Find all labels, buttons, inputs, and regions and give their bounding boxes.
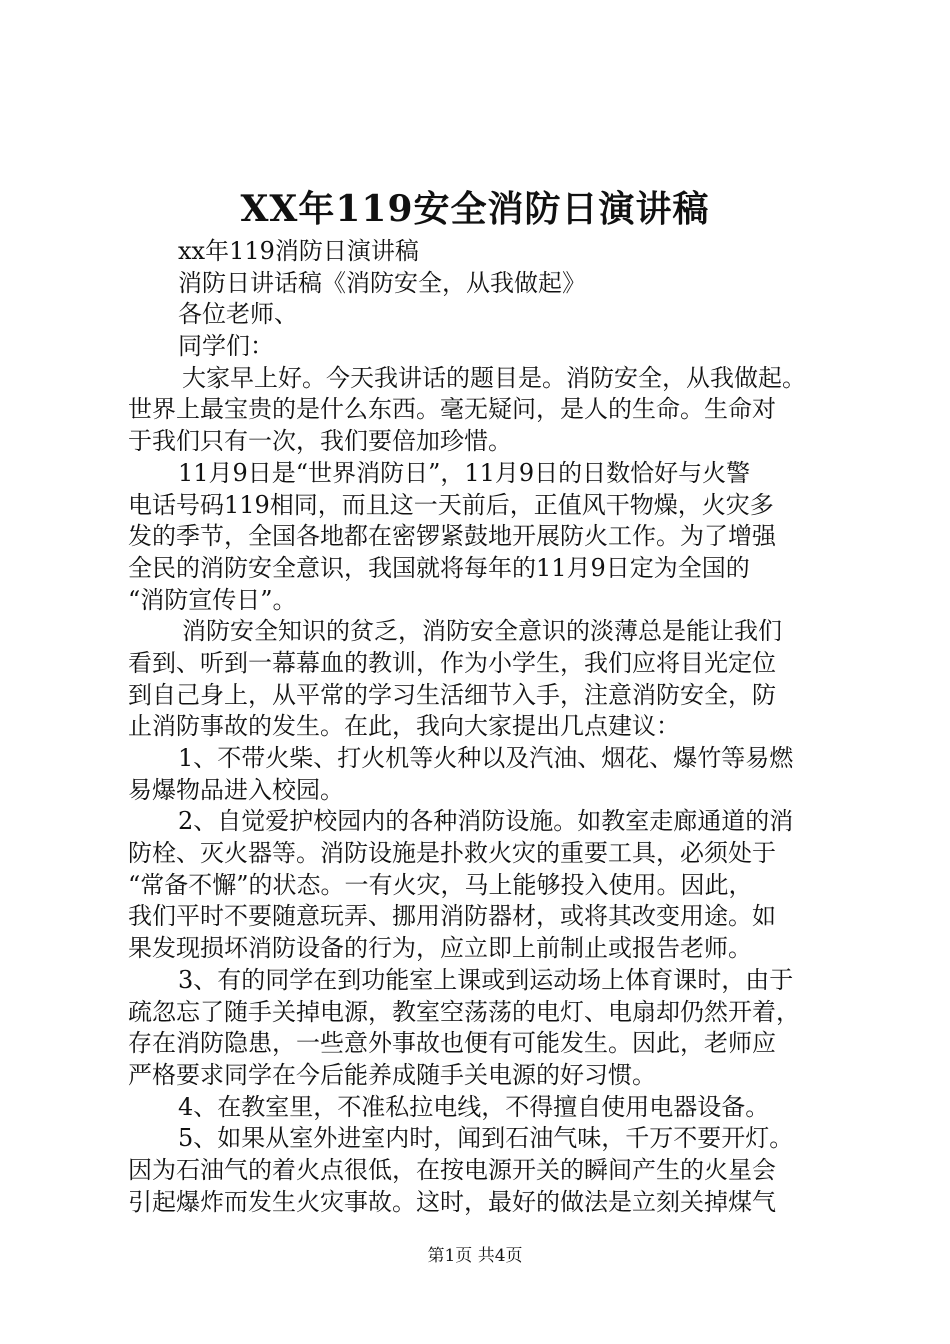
text-line: 存在消防隐患，一些意外事故也便有可能发生。因此，老师应 [128, 1029, 776, 1058]
text-line: 大家早上好。今天我讲话的题目是。消防安全，从我做起。 [182, 363, 806, 392]
text-line: 防栓、灭火器等。消防设施是扑救火灾的重要工具，必须处于 [128, 839, 776, 868]
text-line: 我们平时不要随意玩弄、挪用消防器材，或将其改变用途。如 [128, 902, 776, 931]
text-line: 果发现损坏消防设备的行为，应立即上前制止或报告老师。 [128, 934, 752, 963]
text-line: 电话号码119相同，而且这一天前后，正值风干物燥，火灾多 [128, 490, 774, 519]
text-line: 发的季节，全国各地都在密锣紧鼓地开展防火工作。为了增强 [128, 522, 776, 551]
text-line: 消防安全知识的贫乏，消防安全意识的淡薄总是能让我们 [182, 617, 782, 646]
document-body [128, 236, 840, 1218]
page-footer: 第1页 共4页 [427, 1246, 523, 1266]
text-line: 世界上最宝贵的是什么东西。毫无疑问，是人的生命。生命对 [128, 395, 776, 424]
text-line: 于我们只有一次，我们要倍加珍惜。 [128, 427, 512, 456]
text-line: 各位老师、 [178, 300, 298, 329]
text-line: 消防日讲话稿《消防安全，从我做起》 [178, 268, 586, 297]
text-line: 严格要求同学在今后能养成随手关电源的好习惯。 [128, 1060, 656, 1089]
text-line: 看到、听到一幕幕血的教训，作为小学生，我们应将目光定位 [128, 648, 776, 677]
text-line: 全民的消防安全意识，我国就将每年的11月9日定为全国的 [128, 553, 750, 582]
text-line: 疏忽忘了随手关掉电源，教室空荡荡的电灯、电扇却仍然开着， [128, 997, 800, 1026]
text-line: 同学们： [178, 332, 274, 361]
text-line: 到自己身上，从平常的学习生活细节入手，注意消防安全，防 [128, 680, 776, 709]
document-title: XX年119安全消防日演讲稿 [240, 188, 710, 230]
text-line: 3、有的同学在到功能室上课或到运动场上体育课时，由于 [178, 965, 794, 994]
text-line: 因为石油气的着火点很低，在按电源开关的瞬间产生的火星会 [128, 1155, 776, 1184]
text-line: “消防宣传日”。 [128, 585, 297, 614]
text-line: xx年119消防日演讲稿 [178, 237, 419, 265]
text-line: 11月9日是“世界消防日”，11月9日的日数恰好与火警 [178, 458, 751, 487]
text-line: 1、不带火柴、打火机等火种以及汽油、烟花、爆竹等易燃 [178, 744, 794, 772]
text-line: “常备不懈”的状态。一有火灾，马上能够投入使用。因此， [128, 870, 753, 899]
text-line: 止消防事故的发生。在此，我向大家提出几点建议： [128, 712, 680, 741]
text-line: 引起爆炸而发生火灾事故。这时，最好的做法是立刻关掉煤气 [128, 1187, 776, 1216]
text-line: 5、如果从室外进室内时，闻到石油气味，千万不要开灯。 [178, 1124, 794, 1153]
text-line: 4、在教室里，不准私拉电线，不得擅自使用电器设备。 [178, 1092, 770, 1121]
text-line: 2、自觉爱护校园内的各种消防设施。如教室走廊通道的消 [178, 807, 794, 836]
text-line: 易爆物品进入校园。 [128, 775, 344, 804]
